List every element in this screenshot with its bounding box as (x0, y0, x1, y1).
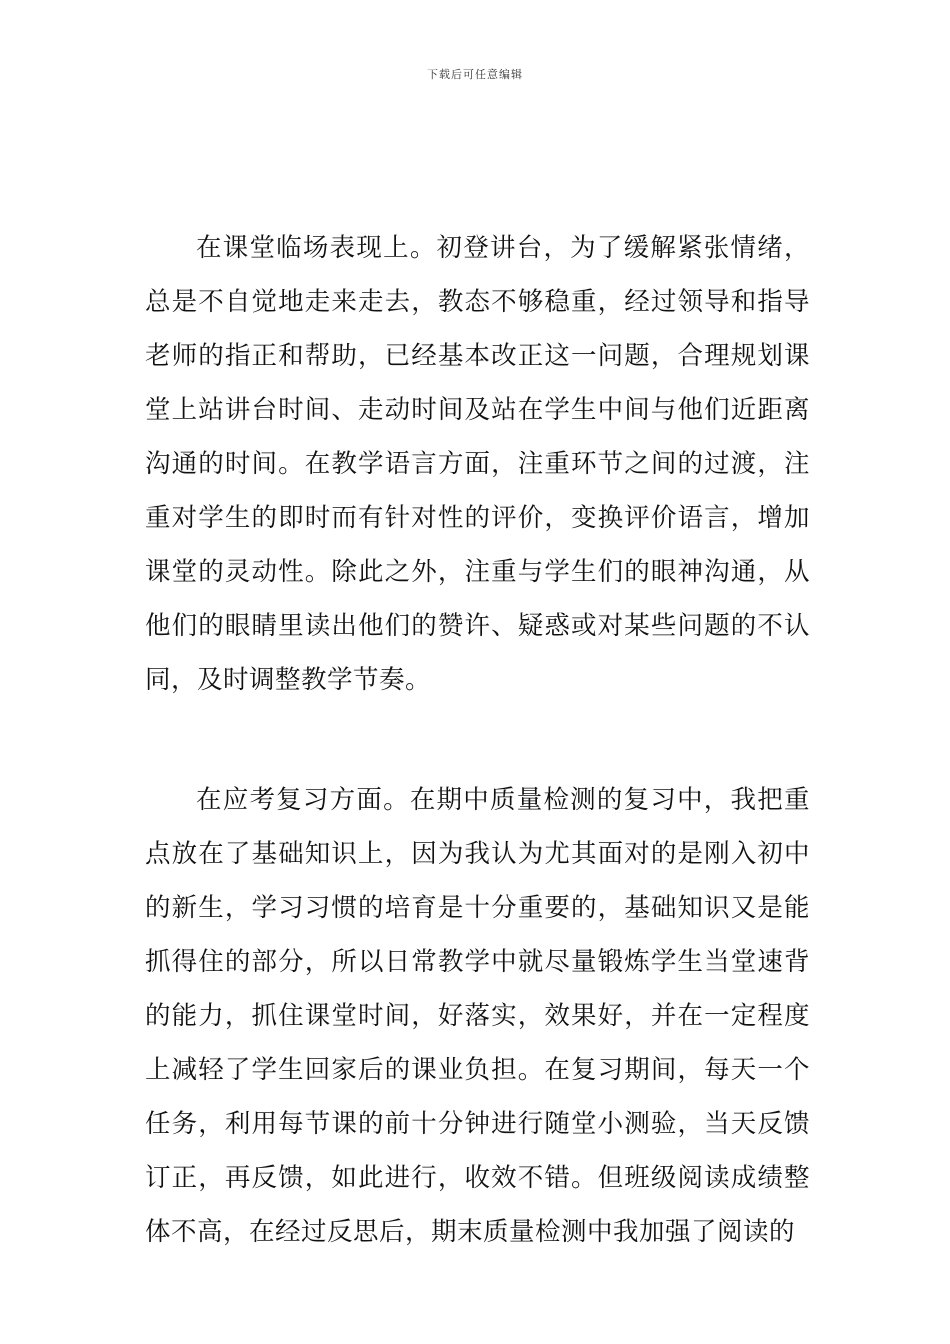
header-note: 下载后可任意编辑 (427, 68, 523, 81)
paragraph-exam-review: 在应考复习方面。在期中质量检测的复习中，我把重点放在了基础知识上，因为我认为尤其面对的是刚入初中的新生，学习习惯的培育是十分重要的，基础知识又是能抓得住的部分，所以日常教学中就尽量锻炼学生当堂速背的能力，抓住课堂时间，好落实，效果好，并在一定程度上减轻了学生回家后的课业负担。在复习期间，每天一个任务，利用每节课的前十分钟进行随堂小测验，当天反馈订正，再反馈，如此进行，收效不错。但班级阅读成绩整体不高，在经过反思后，期末质量检测中我加强了阅读的 (145, 785, 810, 1247)
paragraph-classroom-performance: 在课堂临场表现上。初登讲台，为了缓解紧张情绪，总是不自觉地走来走去，教态不够稳重，经过领导和指导老师的指正和帮助，已经基本改正这一问题，合理规划课堂上站讲台时间、走动时间及站在学生中间与他们近距离沟通的时间。在教学语言方面，注重环节之间的过渡，注重对学生的即时而有针对性的评价，变换评价语言，增加课堂的灵动性。除此之外，注重与学生们的眼神沟通，从他们的眼睛里读出他们的赞许、疑惑或对某些问题的不认同，及时调整教学节奏。 (145, 233, 810, 695)
